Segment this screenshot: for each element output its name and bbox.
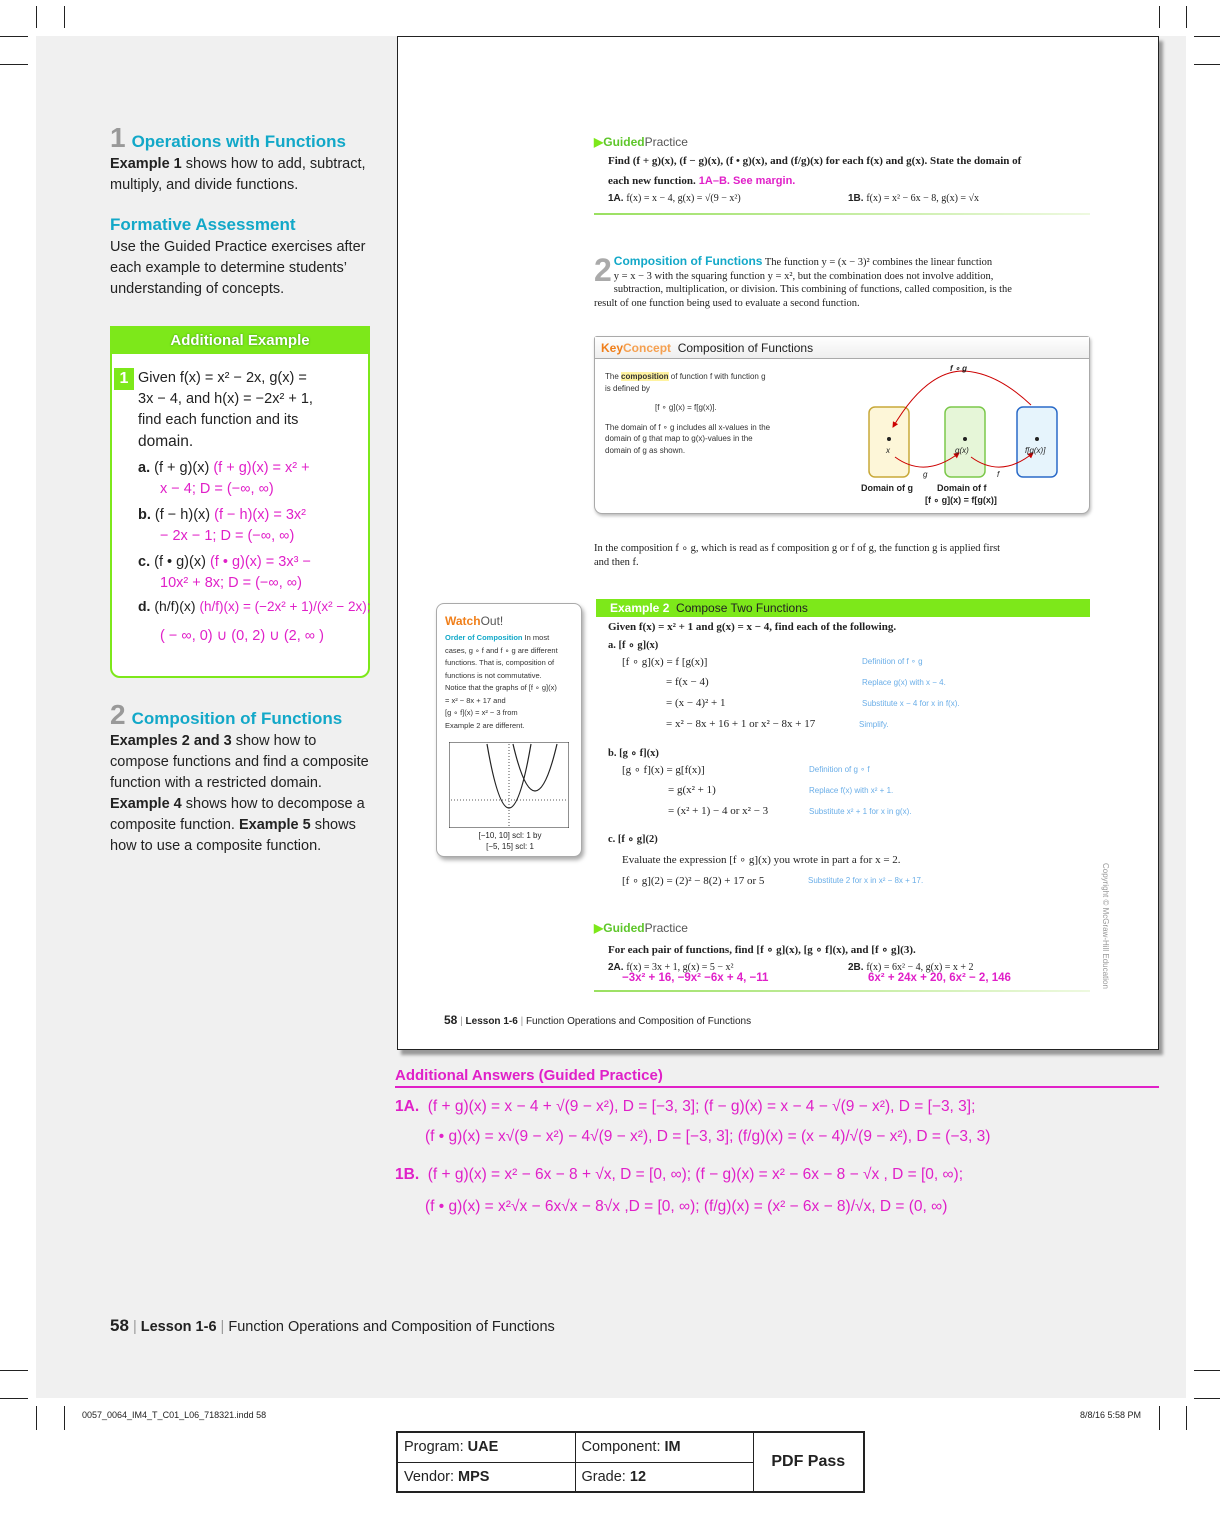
- example-2-body: [608, 621, 1088, 890]
- section-1: [110, 122, 372, 196]
- key-concept-definition: The composition of function f with function g is defined by [f ∘ g](x) = f[g(x)]. The domain of f ∘ g includes all x-values in the domain of g that map to g(x)-values in the domain of g as shown.: [605, 372, 771, 455]
- fog-label: f ∘ g: [950, 364, 968, 373]
- part-c-label: c. [f ∘ g](2): [608, 834, 658, 845]
- guided-practice-label: ▶GuidedPractice: [594, 921, 688, 935]
- list-item: c. (f • g)(x) (f • g)(x) = 3x³ − 10x² + 8x; D = (−∞, ∞): [138, 554, 311, 591]
- graph-caption: [−10, 10] scl: 1 by [−5, 15] scl: 1: [478, 831, 542, 851]
- part-a-steps: [f ∘ g](x) = f [g(x)] Definition of f ∘ g = f(x − 4) Replace g(x) with x − 4. = (x − 4)² + 1 Substitute x − 4 for x in f(x). = x² − 8x + 16 + 1 or x² − 8x + 17 Simplify.: [622, 656, 960, 730]
- additional-example-header: Additional Example: [112, 328, 368, 354]
- domain-g-label: Domain of g: [861, 483, 913, 493]
- guided-practice-2: [594, 921, 1090, 992]
- answer-1a-line-1: 1A. (f + g)(x) = x − 4 + √(9 − x²), D = [−3, 3]; (f − g)(x) = x − 4 − √(9 − x²), D = [−3, 3];: [395, 1098, 976, 1115]
- list-item: a. (f + g)(x) (f + g)(x) = x² + x − 4; D = (−∞, ∞): [138, 460, 310, 497]
- key-concept-box: [594, 336, 1090, 514]
- guided-practice-1: [594, 135, 1090, 215]
- g-label: g: [923, 470, 928, 479]
- example-given: Given f(x) = x² + 1 and g(x) = x − 4, find each of the following.: [608, 621, 897, 633]
- section-body: Example 1 shows how to add, subtract, multiply, and divide functions.: [110, 156, 366, 193]
- section-body: Examples 2 and 3 show how to compose functions and find a composite function with a restricted domain. Example 4 shows how to decompose a composite function. Example 5 shows how to use a composite function.: [110, 733, 369, 854]
- domain-f-label: Domain of f: [937, 483, 987, 493]
- section-title: Operations with Functions: [131, 132, 346, 151]
- guided-practice-label: ▶GuidedPractice: [594, 135, 688, 149]
- additional-answers-title: Additional Answers (Guided Practice): [395, 1067, 663, 1084]
- additional-answers-rule: [395, 1086, 1159, 1088]
- gp-exercises: 2A. f(x) = 3x + 1, g(x) = 5 − x² −3x² + 16, −9x² −6x + 4, −11 2B. f(x) = 6x² − 4, g(x) = x + 2 6x² + 24x + 20, 6x² − 2, 146: [608, 962, 1011, 984]
- student-page-thumbnail: [397, 36, 1159, 1050]
- section-title: Composition of Functions: [131, 709, 343, 728]
- file-slug: 0057_0064_IM4_T_C01_L06_718321.indd 58: [82, 1410, 267, 1420]
- additional-example-box: [110, 326, 370, 678]
- list-item: ( − ∞, 0) ∪ (0, 2) ∪ (2, ∞ ): [160, 628, 324, 644]
- component-cell: Component: IM: [575, 1432, 753, 1462]
- domain-box-x: [869, 407, 909, 477]
- part-c-text: Evaluate the expression [f ∘ g](x) you wrote in part a for x = 2.: [622, 854, 901, 866]
- gx-label: g(x): [955, 446, 969, 455]
- vendor-cell: Vendor: MPS: [397, 1462, 575, 1492]
- example-items: [138, 458, 371, 647]
- answer-1a-line-2: (f • g)(x) = x√(9 − x²) − 4√(9 − x²), D = [−3, 3]; (f/g)(x) = (x − 4)/√(9 − x²), D = (−3, 3): [425, 1128, 991, 1145]
- date-slug: 8/8/16 5:58 PM: [1080, 1410, 1142, 1420]
- list-item: b. (f − h)(x) (f − h)(x) = 3x² − 2x − 1; D = (−∞, ∞): [138, 507, 306, 544]
- answer-1b-line-1: 1B. (f + g)(x) = x² − 6x − 8 + √x, D = [0, ∞); (f − g)(x) = x² − 6x − 8 − √x , D = [0, ∞);: [395, 1166, 964, 1183]
- gp-exercises: 1A. f(x) = x − 4, g(x) = √(9 − x²) 1B. f(x) = x² − 6x − 8, g(x) = √x: [608, 193, 980, 204]
- gp-instructions: For each pair of functions, find [f ∘ g](x), [g ∘ f](x), and [f ∘ g](3).: [608, 944, 916, 956]
- key-concept-header: KeyConcept Composition of Functions: [595, 337, 1089, 359]
- answer-1b-line-2: (f • g)(x) = x²√x − 6x√x − 8√x ,D = [0, ∞); (f/g)(x) = (x² − 6x − 8)/√x, D = (0, ∞): [425, 1198, 948, 1215]
- f-label: f: [997, 470, 1000, 479]
- composition-label: [f ∘ g](x) = f[g(x)]: [925, 495, 997, 505]
- composition-note: In the composition f ∘ g, which is read as f composition g or f of g, the function g is applied first and then f.: [594, 543, 1001, 568]
- part-c-step: [f ∘ g](2) = (2)² − 8(2) + 17 or 5 Substitute 2 for x in x² − 8x + 17.: [622, 875, 924, 887]
- section-2: [110, 699, 372, 857]
- example-2-header: Example 2 Compose Two Functions: [596, 599, 1090, 617]
- watch-out-title: WatchOut!: [445, 614, 504, 628]
- formative-title: Formative Assessment: [110, 215, 296, 234]
- watch-out-box: [436, 603, 582, 857]
- grade-cell: Grade: 12: [575, 1462, 753, 1492]
- part-a-label: a. [f ∘ g](x): [608, 640, 659, 651]
- list-item: d. (h/f)(x) (h/f)(x) = (−2x² + 1)/(x² − 2x);: [138, 598, 371, 614]
- calculator-graph: [449, 742, 569, 828]
- section-number: 2: [110, 699, 126, 730]
- fgx-label: f[g(x)]: [1025, 446, 1046, 455]
- domain-box-gx: [945, 407, 985, 477]
- student-page-footer: 58 | Lesson 1-6 | Function Operations and Composition of Functions: [444, 1013, 752, 1027]
- x-label: x: [886, 446, 890, 455]
- part-b-label: b. [g ∘ f](x): [608, 748, 659, 759]
- gp-instructions-2: each new function. 1A–B. See margin.: [608, 175, 796, 187]
- page-footer: 58 | Lesson 1-6 | Function Operations and Composition of Functions: [110, 1316, 555, 1335]
- part-b-steps: [g ∘ f](x) = g[f(x)] Definition of g ∘ f = g(x² + 1) Replace f(x) with x² + 1. = (x² + 1) − 4 or x² − 3 Substitute x² + 1 for x in g(x).: [622, 764, 912, 817]
- example-number: 1: [114, 368, 134, 390]
- gp-instructions: Find (f + g)(x), (f − g)(x), (f • g)(x), and (f/g)(x) for each f(x) and g(x). State the domain of: [608, 155, 1022, 167]
- watch-out-body: Order of Composition In most cases, g ∘ f and f ∘ g are different functions. That is, composition of functions is not commutative. Notice that the graphs of [f ∘ g](x) = x² − 8x + 17 and [g ∘ f](x) = x² − 3 from Example 2 are different.: [445, 633, 558, 730]
- formative-body: Use the Guided Practice exercises after each example to determine students’ understanding of concepts.: [110, 239, 366, 297]
- student-section-2: 2 Composition of Functions The function y = (x − 3)² combines the linear function y = x − 3 with the squaring function y = x², but the combination does not involve addition, subtraction, multiplication, or division. This combining of functions, called composition, is the result of one function being used to evaluate a second function.: [594, 252, 1012, 309]
- status-cell: PDF Pass: [753, 1432, 864, 1492]
- formative-assessment: [110, 215, 372, 300]
- section-number: 1: [110, 122, 126, 153]
- program-cell: Program: UAE: [397, 1432, 575, 1462]
- copyright-wrap: Copyright © McGraw-Hill Education: [1101, 863, 1110, 989]
- example-prompt: Given f(x) = x² − 2x, g(x) = 3x − 4, and h(x) = −2x² + 1, find each function and its domain.: [138, 370, 313, 450]
- domain-box-fgx: [1017, 407, 1057, 477]
- production-slug-table: [396, 1431, 865, 1493]
